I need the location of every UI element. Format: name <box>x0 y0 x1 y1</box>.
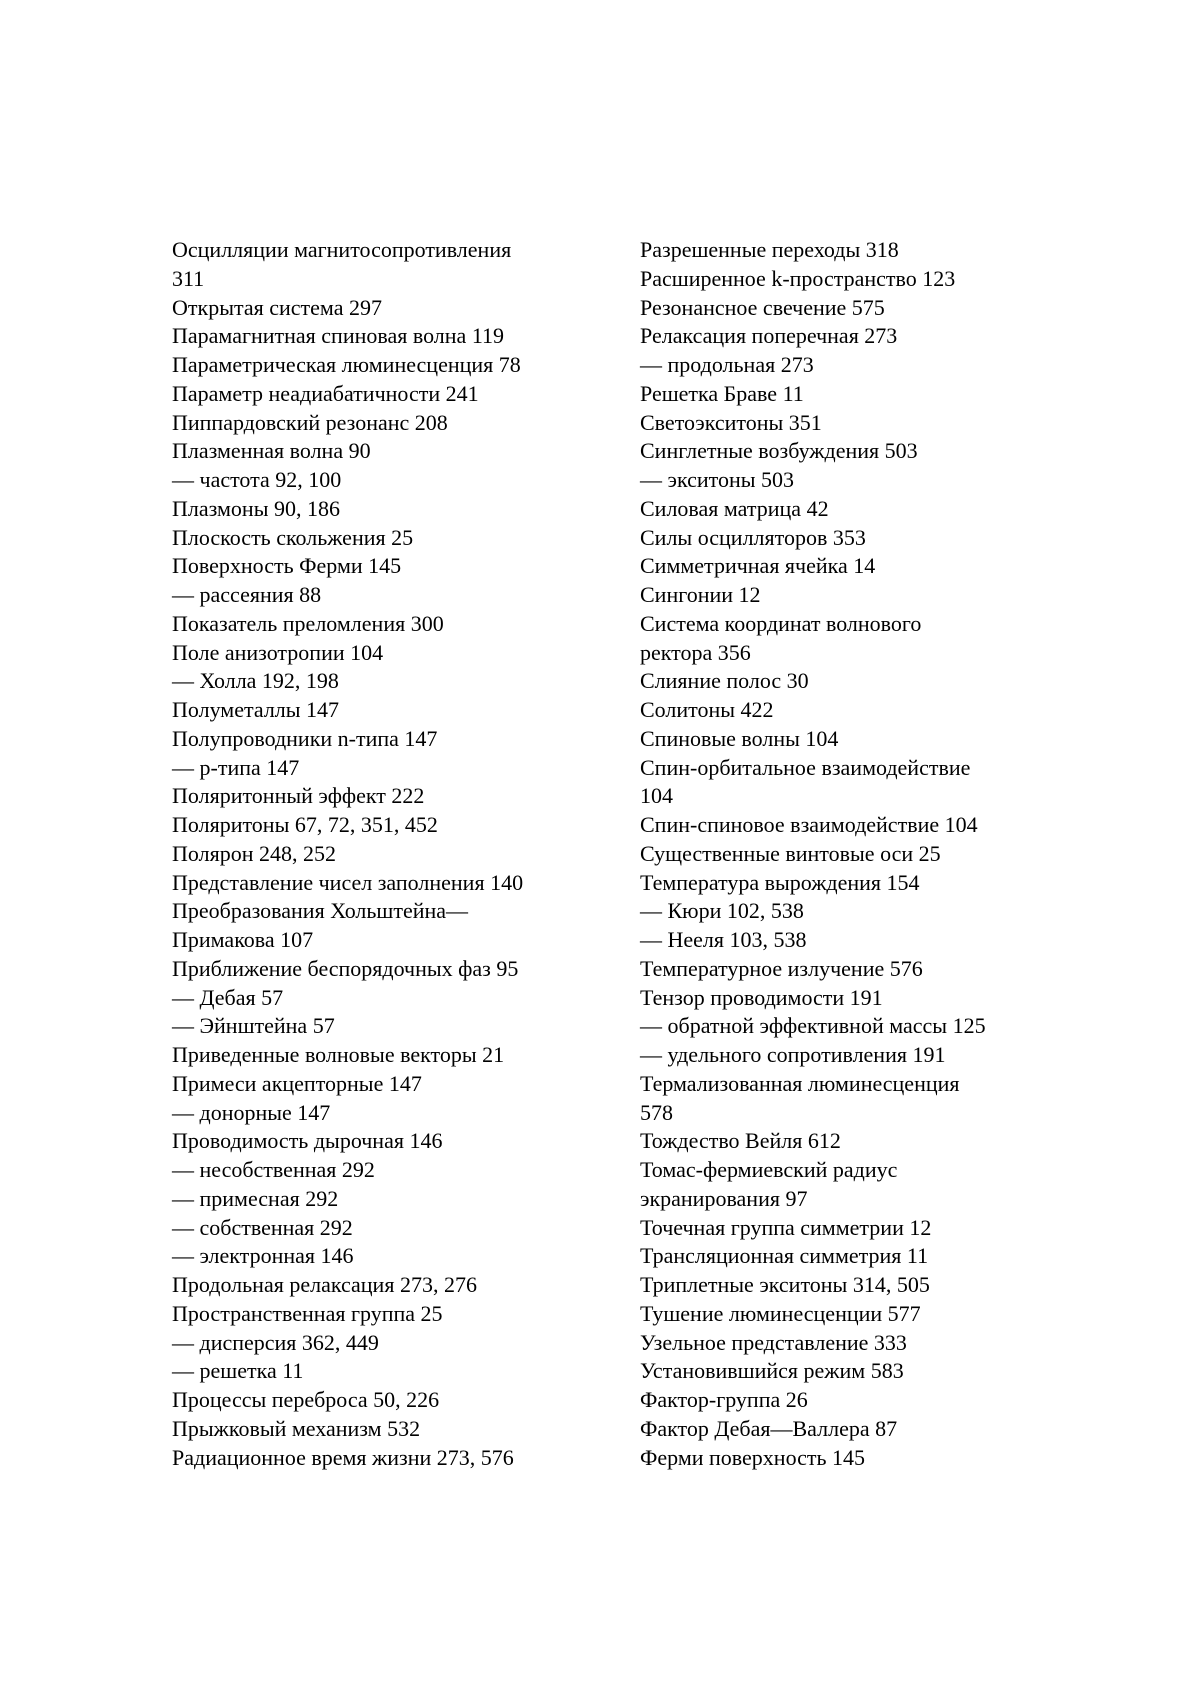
index-entry <box>172 409 592 438</box>
index-entry-line: Радиационное время жизни 273, 576 <box>172 1444 514 1470</box>
index-entry <box>640 926 1060 955</box>
index-entry <box>640 869 1060 898</box>
index-entry <box>172 1185 592 1214</box>
index-entry-line: Решетка Браве 11 <box>640 380 804 406</box>
index-entry <box>640 1070 1060 1128</box>
index-entry <box>172 1012 592 1041</box>
index-entry-line: Поверхность Ферми 145 <box>172 553 402 579</box>
index-entry <box>172 380 592 409</box>
index-entry-line: — Дебая 57 <box>172 984 284 1010</box>
index-entry-line: 578 <box>640 1099 673 1125</box>
index-entry-line: Пиппардовский резонанс 208 <box>172 409 448 435</box>
index-entry-line: Синглетные возбуждения 503 <box>640 438 918 464</box>
index-entry <box>172 1415 592 1444</box>
index-entry-line: Установившийся режим 583 <box>640 1358 904 1384</box>
index-entry-line: Узельное представление 333 <box>640 1329 907 1355</box>
index-entry-line: Параметрическая люминесценция 78 <box>172 352 521 377</box>
index-entry <box>640 897 1060 926</box>
index-entry-line: Плазменная волна 90 <box>172 438 371 464</box>
index-entry-line: Парамагнитная спиновая волна 119 <box>172 323 505 349</box>
index-entry <box>640 236 1060 265</box>
index-entry <box>172 1386 592 1415</box>
index-entry-line: Поляритоны 67, 72, 351, 452 <box>172 812 438 837</box>
index-entry-line: 104 <box>640 783 673 809</box>
index-column-right <box>640 236 1060 1472</box>
index-entry <box>640 437 1060 466</box>
index-entry <box>172 1099 592 1128</box>
index-entry-line: Показатель преломления 300 <box>172 610 444 636</box>
index-entry <box>172 1271 592 1300</box>
index-entry-line: Представление чисел заполнения 140 <box>172 869 524 895</box>
index-entry <box>172 610 592 639</box>
index-entry-line: Полярон 248, 252 <box>172 840 336 866</box>
index-entry-line: экранирования 97 <box>640 1185 808 1211</box>
index-entry <box>640 581 1060 610</box>
index-entry-line: Силовая матрица 42 <box>640 495 829 521</box>
index-entry-line: — собственная 292 <box>172 1214 353 1240</box>
index-entry-line: Сингонии 12 <box>640 582 761 607</box>
index-entry-line: Проводимость дырочная 146 <box>172 1128 443 1154</box>
index-entry-line: — частота 92, 100 <box>172 467 342 492</box>
index-entry-line: Релаксация поперечная 273 <box>640 323 898 349</box>
index-entry-line: Система координат волнового <box>640 610 922 636</box>
index-entry-line: Фактор Дебая—Валлера 87 <box>640 1415 898 1441</box>
index-entry <box>640 1156 1060 1214</box>
index-entry <box>172 840 592 869</box>
index-entry-line: Плоскость скольжения 25 <box>172 524 414 550</box>
index-entry <box>172 1242 592 1271</box>
index-entry-line: Преобразования Хольштейна— <box>172 898 469 924</box>
index-entry-line: Разрешенные переходы 318 <box>640 237 899 262</box>
index-entry-line: Параметр неадиабатичности 241 <box>172 380 479 406</box>
index-entry <box>640 294 1060 323</box>
index-entry-line: Спиновые волны 104 <box>640 725 839 751</box>
index-entry <box>640 1444 1060 1473</box>
index-entry-line: — решетка 11 <box>172 1358 304 1384</box>
index-entry <box>640 955 1060 984</box>
index-entry-line: Ферми поверхность 145 <box>640 1444 866 1470</box>
index-entry-line: Расширенное k-пространство 123 <box>640 265 956 291</box>
index-entry-line: Температура вырождения 154 <box>640 869 920 895</box>
index-entry-line: — обратной эффективной массы 125 <box>640 1013 986 1039</box>
index-entry <box>640 1357 1060 1386</box>
index-entry-line: Полупроводники n-типа 147 <box>172 725 438 751</box>
index-entry-line: Процессы переброса 50, 226 <box>172 1387 440 1412</box>
index-entry <box>172 1444 592 1473</box>
index-entry <box>640 1300 1060 1329</box>
index-entry-line: Приведенные волновые векторы 21 <box>172 1042 505 1067</box>
index-entry <box>640 1386 1060 1415</box>
index-entry <box>172 782 592 811</box>
index-entry <box>640 495 1060 524</box>
index-entry-line: Светоэкситоны 351 <box>640 409 822 435</box>
index-entry-line: Резонансное свечение 575 <box>640 294 885 320</box>
index-entry-line: — Холла 192, 198 <box>172 668 339 694</box>
index-entry <box>172 466 592 495</box>
index-entry-line: Тождество Вейля 612 <box>640 1128 841 1154</box>
index-entry-line: Открытая система 297 <box>172 294 382 320</box>
index-entry <box>640 725 1060 754</box>
index-entry-line: — удельного сопротивления 191 <box>640 1042 946 1067</box>
index-entry <box>172 1041 592 1070</box>
index-entry <box>172 696 592 725</box>
index-entry-line: — рассеяния 88 <box>172 582 322 607</box>
index-entry-line: — Нееля 103, 538 <box>640 927 807 952</box>
index-entry-line: — донорные 147 <box>172 1099 331 1125</box>
index-entry-line: Примакова 107 <box>172 927 314 952</box>
index-entry-line: Температурное излучение 576 <box>640 955 923 981</box>
index-entry <box>172 639 592 668</box>
index-entry <box>172 667 592 696</box>
index-entry <box>640 1214 1060 1243</box>
index-entry-line: — Эйнштейна 57 <box>172 1013 335 1039</box>
index-entry <box>172 754 592 783</box>
index-entry <box>172 322 592 351</box>
index-entry <box>640 1329 1060 1358</box>
index-entry <box>172 869 592 898</box>
index-entry <box>640 466 1060 495</box>
index-entry <box>172 1329 592 1358</box>
index-entry-line: Спин-орбитальное взаимодействие <box>640 754 971 780</box>
index-column-left <box>172 236 592 1472</box>
index-entry <box>640 1242 1060 1271</box>
index-entry <box>172 897 592 955</box>
index-entry <box>172 725 592 754</box>
index-entry-line: — экситоны 503 <box>640 467 794 492</box>
index-entry <box>640 696 1060 725</box>
index-entry <box>640 610 1060 668</box>
index-entry <box>640 754 1060 812</box>
index-entry-line: Томас-фермиевский радиус <box>640 1157 898 1182</box>
index-entry <box>172 1300 592 1329</box>
index-entry <box>172 294 592 323</box>
index-entry-line: Тушение люминесценции 577 <box>640 1300 921 1326</box>
index-entry <box>640 1127 1060 1156</box>
index-entry-line: Термализованная люминесценция <box>640 1070 960 1096</box>
index-entry-line: — Кюри 102, 538 <box>640 898 804 924</box>
index-entry <box>640 322 1060 351</box>
index-entry <box>640 811 1060 840</box>
index-entry <box>640 840 1060 869</box>
index-entry <box>640 380 1060 409</box>
index-entry <box>172 495 592 524</box>
index-entry <box>172 1357 592 1386</box>
index-entry <box>640 265 1060 294</box>
index-entry-line: — дисперсия 362, 449 <box>172 1329 379 1355</box>
index-entry-line: Солитоны 422 <box>640 697 774 722</box>
index-entry-line: Осцилляции магнитосопротивления <box>172 237 512 262</box>
index-entry <box>640 524 1060 553</box>
index-entry-line: Точечная группа симметрии 12 <box>640 1214 932 1240</box>
index-entry-line: Триплетные экситоны 314, 505 <box>640 1272 930 1297</box>
index-entry-line: Примеси акцепторные 147 <box>172 1070 422 1096</box>
index-entry-line: Прыжковый механизм 532 <box>172 1415 421 1441</box>
index-entry-line: Фактор-группа 26 <box>640 1387 808 1412</box>
index-entry <box>640 351 1060 380</box>
index-entry <box>172 1156 592 1185</box>
index-entry-line: Тензор проводимости 191 <box>640 984 883 1010</box>
index-entry-line: Пространственная группа 25 <box>172 1300 443 1326</box>
index-entry-line: Поле анизотропии 104 <box>172 639 384 665</box>
index-entry-line: Трансляционная симметрия 11 <box>640 1243 929 1269</box>
index-entry <box>640 1415 1060 1444</box>
index-entry <box>172 552 592 581</box>
index-entry-line: Полуметаллы 147 <box>172 697 340 722</box>
index-entry <box>172 524 592 553</box>
index-entry <box>172 955 592 984</box>
index-entry-line: Продольная релаксация 273, 276 <box>172 1272 477 1297</box>
index-entry <box>172 984 592 1013</box>
index-entry-line: 311 <box>172 265 205 291</box>
index-entry-line: Поляритонный эффект 222 <box>172 783 425 809</box>
index-entry <box>640 1012 1060 1041</box>
index-entry-line: Слияние полос 30 <box>640 668 809 694</box>
index-entry-line: Силы осцилляторов 353 <box>640 524 866 550</box>
index-entry <box>172 351 592 380</box>
index-entry <box>172 1214 592 1243</box>
index-entry <box>172 437 592 466</box>
index-entry <box>640 1271 1060 1300</box>
index-entry <box>172 1070 592 1099</box>
index-entry <box>172 1127 592 1156</box>
index-entry-line: — p-типа 147 <box>172 754 300 780</box>
index-entry-line: — несобственная 292 <box>172 1157 375 1182</box>
index-entry-line: — электронная 146 <box>172 1243 354 1269</box>
index-entry <box>640 667 1060 696</box>
index-entry-line: ректора 356 <box>640 639 751 665</box>
index-entry <box>640 409 1060 438</box>
index-entry-line: Существенные винтовые оси 25 <box>640 840 941 866</box>
index-entry <box>172 236 592 294</box>
index-entry <box>172 581 592 610</box>
index-entry-line: — продольная 273 <box>640 352 814 377</box>
index-entry <box>172 811 592 840</box>
index-entry-line: Приближение беспорядочных фаз 95 <box>172 955 519 981</box>
index-entry-line: Симметричная ячейка 14 <box>640 553 876 579</box>
index-entry <box>640 984 1060 1013</box>
index-entry-line: Плазмоны 90, 186 <box>172 495 340 521</box>
index-entry-line: — примесная 292 <box>172 1185 339 1211</box>
index-entry-line: Спин-спиновое взаимодействие 104 <box>640 812 978 837</box>
index-entry <box>640 1041 1060 1070</box>
index-entry <box>640 552 1060 581</box>
